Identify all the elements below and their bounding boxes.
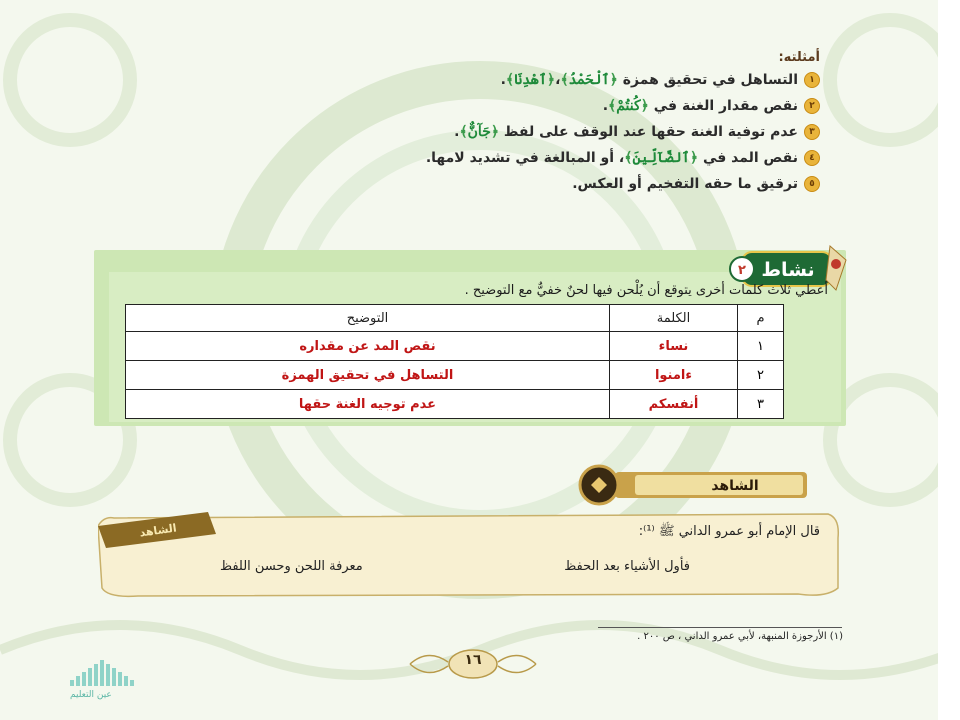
footnote-divider (598, 627, 842, 628)
example-text: ترقيق ما حقه التفخيم أو العكس. (572, 176, 798, 192)
quran-word: ٱلْحَمْدُ (568, 72, 610, 88)
table-row (126, 361, 784, 390)
number-badge: ٥ (804, 176, 820, 192)
example-text: نقص المد في (702, 150, 798, 166)
header-index: م (738, 305, 784, 332)
number-badge: ٢ (804, 98, 820, 114)
publisher-logo (66, 654, 162, 694)
row-explanation: نقص المد عن مقداره (126, 332, 610, 361)
example-item-4 (120, 145, 820, 171)
footnote: (١) الأرجوزة المنبهة، لأبي عمرو الداني ، ص ٢٠٠ . (637, 631, 843, 642)
example-item-2 (120, 93, 820, 119)
examples-title: أمثلته: (778, 50, 820, 65)
table-row (126, 332, 784, 361)
activity-instruction: أعطي ثلاث كلمات أخرى يتوقع أن يُلْحن فيها لحنٌ خفيٌّ مع التوضيح . (464, 283, 828, 298)
bracket-ornament-icon: ﴾ (608, 98, 617, 114)
row-word: نساء (610, 332, 738, 361)
example-text: نقص مقدار الغنة في (653, 98, 798, 114)
example-end: . (602, 98, 609, 114)
quran-word: ٱهْدِنَا (514, 72, 547, 88)
example-item-3 (120, 119, 820, 145)
bracket-ornament-icon: ﴿ (689, 150, 699, 166)
row-index: ٢ (738, 361, 784, 390)
example-text: عدم توفية الغنة حقها عند الوقف على لفظ (503, 124, 798, 140)
quran-word: ٱلضَّآلِّينَ (632, 150, 690, 166)
quote-intro: قال الإمام أبو عمرو الداني ﷺ ⁽¹⁾: (638, 524, 820, 539)
example-item-5 (120, 171, 820, 197)
logo-text: عين التعليم (70, 690, 112, 700)
row-index: ١ (738, 332, 784, 361)
example-item-1 (120, 67, 820, 93)
bracket-ornament-icon: ﴿ (490, 124, 500, 140)
number-badge: ٤ (804, 150, 820, 166)
shahid-title: الشاهد (711, 478, 759, 494)
quote-scroll (98, 508, 842, 598)
bracket-ornament-icon: ﴿ (546, 72, 556, 88)
verse-first-half: فأول الأشياء بعد الحفظ (564, 559, 690, 574)
header-explanation: التوضيح (126, 305, 610, 332)
row-word: ءامنوا (610, 361, 738, 390)
header-word: الكلمة (610, 305, 738, 332)
number-badge: ١ (804, 72, 820, 88)
example-end: . (500, 72, 506, 88)
quran-word: جَآنٌّ (467, 124, 491, 140)
activity-table (125, 304, 784, 419)
examples-section (120, 50, 820, 197)
row-explanation: عدم توجيه الغنة حقها (126, 390, 610, 419)
bracket-ornament-icon: ﴿ (640, 98, 649, 114)
page-number: ١٦ (464, 652, 482, 668)
row-index: ٣ (738, 390, 784, 419)
bracket-ornament-icon: ﴿ (609, 72, 618, 88)
example-text: التساهل في تحقيق همزة (622, 72, 798, 88)
page-edge (938, 0, 960, 720)
example-end: . (454, 124, 460, 140)
activity-number: ٢ (738, 263, 746, 278)
row-explanation: التساهل في تحقيق الهمزة (126, 361, 610, 390)
example-end: ، أو المبالغة في تشديد لامها. (425, 150, 625, 166)
bracket-ornament-icon: ﴾ (624, 150, 633, 166)
verse-second-half: معرفة اللحن وحسن اللفظ (220, 559, 363, 574)
row-word: أنفسكم (610, 390, 738, 419)
shahid-side-label: الشاهد (138, 521, 178, 540)
bracket-ornament-icon: ﴾ (560, 72, 569, 88)
shahid-label (575, 464, 815, 506)
bracket-ornament-icon: ﴾ (505, 72, 515, 88)
table-row (126, 390, 784, 419)
bracket-ornament-icon: ﴾ (459, 124, 468, 140)
quran-word: كُنتُمْ (616, 98, 641, 114)
activity-title: نشاط (761, 259, 815, 281)
separator: ، (555, 72, 561, 88)
number-badge: ٣ (804, 124, 820, 140)
table-header-row (126, 305, 784, 332)
